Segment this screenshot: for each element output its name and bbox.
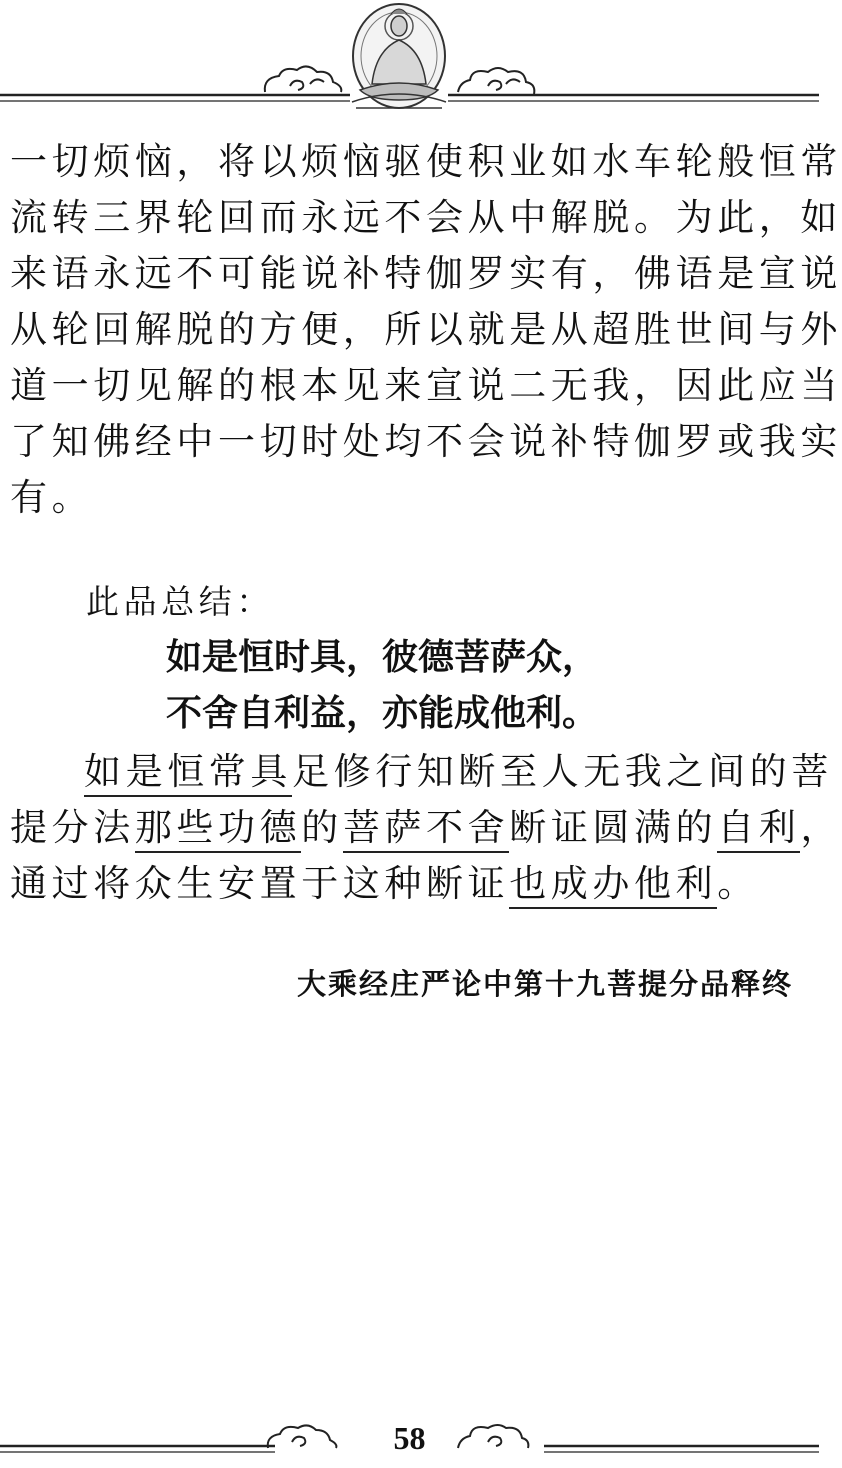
body-line: 道一切见解的根本见来宣说二无我，因此应当 — [10, 364, 842, 407]
underlined-phrase: 也成办他利 — [509, 862, 717, 909]
commentary-text: 足修行知断至人无我之间的菩 — [292, 750, 833, 793]
commentary-line-2 — [10, 806, 842, 850]
underlined-phrase: 菩萨不舍 — [343, 806, 509, 853]
body-line: 有。 — [10, 476, 94, 519]
commentary-text: 断证圆满的 — [509, 806, 718, 849]
verse-line: 不舍自利益，亦能成他利。 — [166, 693, 599, 734]
body-line: 从轮回解脱的方便，所以就是从超胜世间与外 — [10, 308, 842, 351]
commentary-line-1 — [84, 750, 833, 794]
header-rule-left — [0, 95, 350, 101]
body-line: 一切烦恼，将以烦恼驱使积业如水车轮般恒常 — [10, 140, 842, 183]
header-ornament — [0, 0, 819, 110]
cloud-ornament-left-icon — [265, 66, 342, 92]
commentary-text: 通过将众生安置于这种断证 — [10, 862, 510, 905]
commentary-text: ， — [800, 806, 842, 849]
commentary-text: 。 — [717, 862, 759, 905]
commentary-text: 的 — [301, 806, 343, 849]
summary-label: 此品总结： — [86, 582, 274, 621]
chapter-colophon: 大乘经庄严论中第十九菩提分品释终 — [296, 967, 793, 1001]
body-line: 流转三界轮回而永远不会从中解脱。为此，如 — [10, 196, 842, 239]
commentary-line-3 — [10, 862, 759, 906]
body-line: 了知佛经中一切时处均不会说补特伽罗或我实 — [10, 420, 842, 463]
commentary-text: 提分法 — [10, 806, 135, 849]
page-number: 58 — [393, 1420, 426, 1456]
cloud-ornament-right-icon — [458, 68, 534, 94]
verse-line: 如是恒时具，彼德菩萨众， — [166, 637, 599, 678]
underlined-phrase: 如是恒常具 — [84, 750, 292, 797]
header-rule-right — [448, 95, 819, 101]
underlined-phrase: 那些功德 — [135, 806, 301, 853]
body-line: 来语永远不可能说补特伽罗实有，佛语是宣说 — [10, 252, 842, 295]
underlined-phrase: 自利 — [717, 806, 800, 853]
buddha-figure-icon — [352, 4, 446, 108]
